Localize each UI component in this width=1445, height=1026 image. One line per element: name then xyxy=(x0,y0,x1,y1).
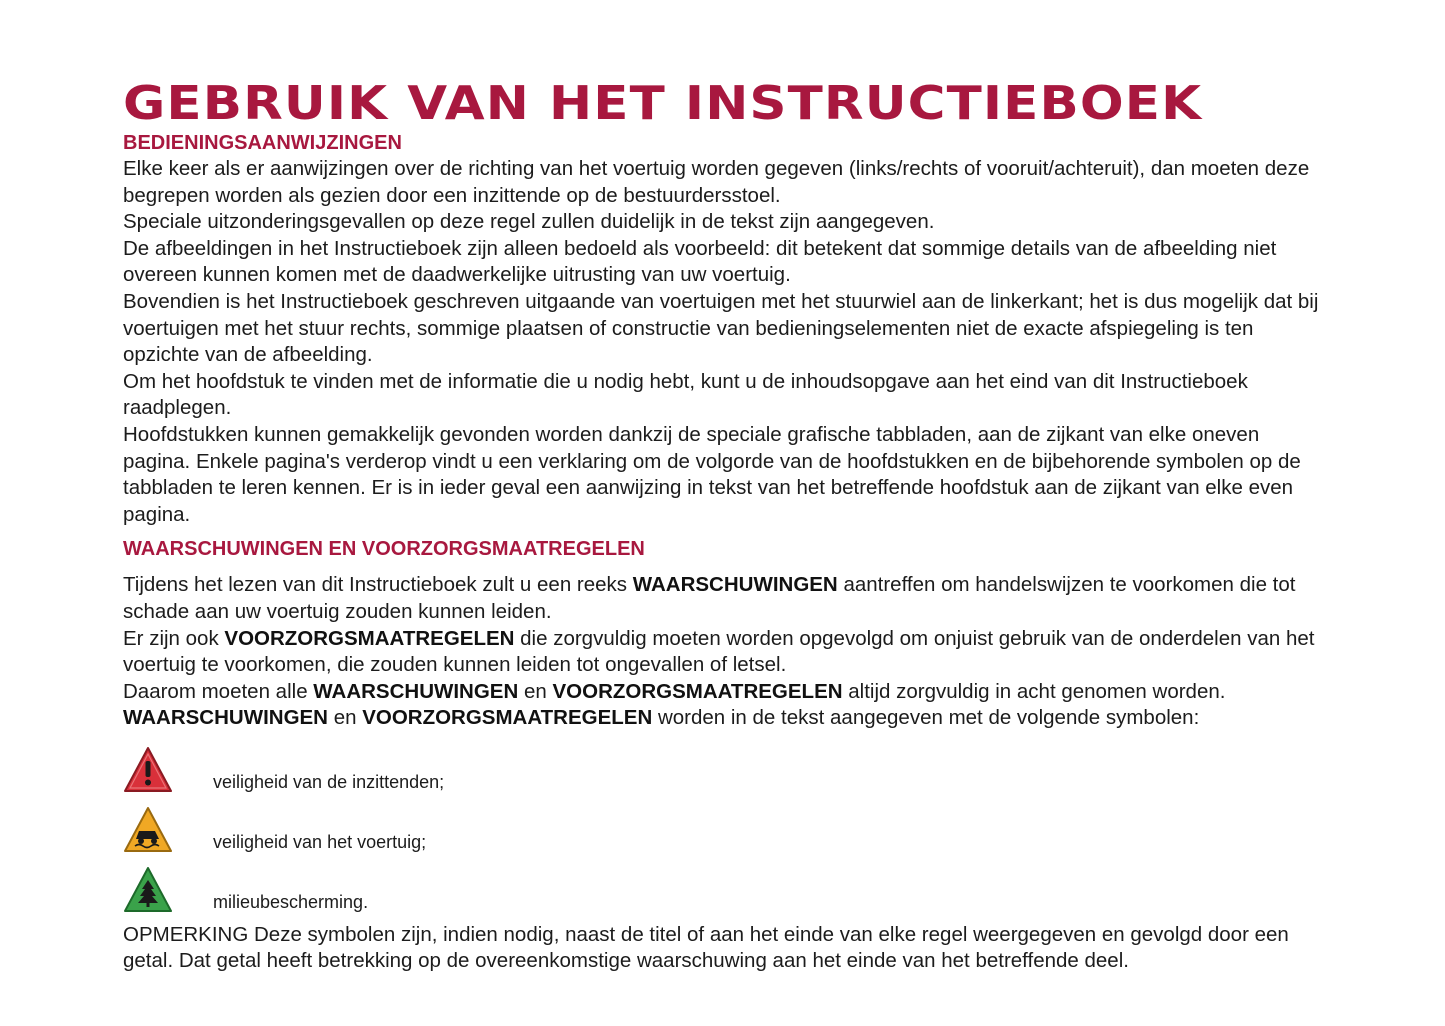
page-title: GEBRUIK VAN HET INSTRUCTIEBOEK xyxy=(123,76,1203,130)
bold-term: VOORZORGSMAATREGELEN xyxy=(552,679,843,703)
note-paragraph: OPMERKING Deze symbolen zijn, indien nodig, naast de titel of aan het einde van elke regel weergegeven en gevolgd door een getal. Dat getal heeft betrekking op de overeenkomstige waarschuwing aan het einde van het betreffende deel. xyxy=(123,922,1289,973)
bold-term: WAARSCHUWINGEN xyxy=(123,706,328,730)
paragraph: Om het hoofdstuk te vinden met de informatie die u nodig hebt, kunt u de inhoudsopgave aan het eind van dit Instructieboek raadplegen. xyxy=(123,369,1248,420)
warning-exclamation-icon xyxy=(123,745,173,795)
symbol-list xyxy=(123,740,1323,920)
text-run: die zorgvuldig moeten worden opgevolgd om onjuist gebruik van de onderdelen van het voertuig te voorkomen, die zouden kunnen leiden tot ongevallen of letsel. xyxy=(123,626,1315,677)
paragraph: Speciale uitzonderingsgevallen op deze regel zullen duidelijk in de tekst zijn aangegeven. xyxy=(123,210,935,234)
text-run: Er zijn ook xyxy=(123,626,225,650)
paragraph: Bovendien is het Instructieboek geschreven uitgaande van voertuigen met het stuurwiel aan de linkerkant; het is dus mogelijk dat bij voertuigen met het stuur rechts, sommige plaatsen of constructie van bedieningselementen niet de exacte afspiegeling is ten opzichte van de afbeelding. xyxy=(123,289,1319,367)
bold-term: VOORZORGSMAATREGELEN xyxy=(362,706,653,730)
symbol-row-vehicle-safety xyxy=(123,800,1323,860)
section-heading-bedieningsaanwijzingen: BEDIENINGSAANWIJZINGEN xyxy=(123,132,402,154)
manual-page xyxy=(123,78,1323,975)
car-skid-icon xyxy=(123,805,173,855)
text-run: en xyxy=(328,706,363,730)
text-run: worden in de tekst aangegeven met de volgende symbolen: xyxy=(652,706,1200,730)
symbol-label: milieubescherming. xyxy=(213,892,369,913)
symbol-row-environment xyxy=(123,860,1323,920)
paragraph xyxy=(123,679,1323,706)
paragraph xyxy=(123,705,1323,732)
tree-icon xyxy=(123,865,173,915)
symbol-label: veiligheid van het voertuig; xyxy=(213,832,427,853)
text-run: en xyxy=(518,679,553,703)
paragraph: De afbeeldingen in het Instructieboek zijn alleen bedoeld als voorbeeld: dit betekent dat sommige details van de afbeelding niet overeen kunnen komen met de daadwerkelijke uitrusting van uw voertuig. xyxy=(123,236,1277,287)
symbol-row-occupant-safety xyxy=(123,740,1323,800)
text-run: Tijdens het lezen van dit Instructieboek zult u een reeks xyxy=(123,573,633,597)
paragraph xyxy=(123,572,1323,625)
symbol-label: veiligheid van de inzittenden; xyxy=(213,772,445,793)
paragraph xyxy=(123,626,1323,679)
section-heading-waarschuwingen: WAARSCHUWINGEN EN VOORZORGSMAATREGELEN xyxy=(123,538,645,561)
text-run: altijd zorgvuldig in acht genomen worden. xyxy=(842,679,1226,703)
bold-term: WAARSCHUWINGEN xyxy=(632,573,838,597)
text-run: Daarom moeten alle xyxy=(123,679,314,703)
paragraph: Hoofdstukken kunnen gemakkelijk gevonden worden dankzij de speciale grafische tabbladen, aan de zijkant van elke oneven pagina. Enkele pagina's verderop vindt u een verklaring om de volgorde van de hoofdstukken en de bijbehorende symbolen op de tabbladen te leren kennen. Er is in ieder geval een aanwijzing in tekst van het betreffende hoofdstuk aan de zijkant van elke even pagina. xyxy=(123,422,1301,526)
paragraph: Elke keer als er aanwijzingen over de richting van het voertuig worden gegeven (links/rechts of vooruit/achteruit), dan moeten deze begrepen worden als gezien door een inzittende op de bestuurdersstoel. xyxy=(123,157,1310,207)
text-run: aantreffen om handelswijzen te voorkomen die tot schade aan uw voertuig zouden kunnen leiden. xyxy=(123,573,1296,623)
bold-term: VOORZORGSMAATREGELEN xyxy=(224,626,515,650)
bold-term: WAARSCHUWINGEN xyxy=(313,679,519,703)
